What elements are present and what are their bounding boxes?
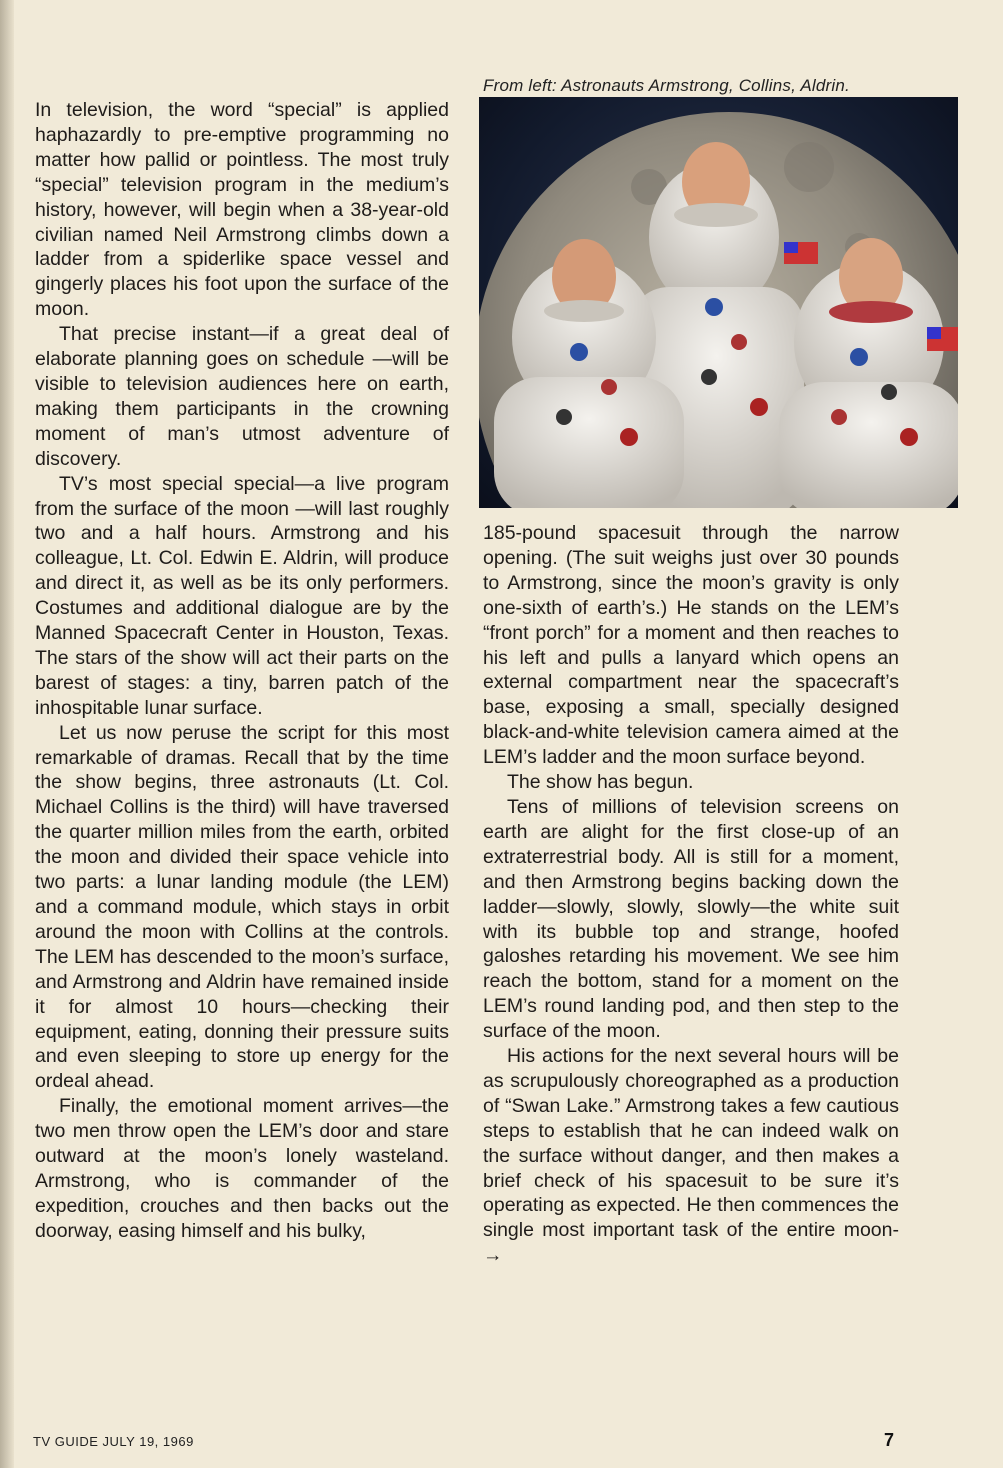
- article-paragraph: TV’s most special special—a live program from the surface of the moon —will last roughly two and a half hours. Armstrong and his colleague, Lt. Col. Edwin E. Aldrin, will produce and direct it, as well as be its only performers. Costumes and additional dialogue are by the Manned Spacecraft Center in Houston, Texas. The stars of the show will act their parts on the barest of stages: a tiny, barren patch of the inhospitable lunar surface.: [35, 472, 449, 719]
- article-paragraph: Finally, the emotional moment arrives—the two men throw open the LEM’s door and stare outward at the moon’s lonely wasteland. Armstrong, who is commander of the expedition, crouches and then backs out the doorway, easing himself and his bulky,: [35, 1095, 449, 1242]
- article-paragraph: His actions for the next several hours will be as scrupulously choreographed as a production of “Swan Lake.” Armstrong takes a few cautious steps to establish that he can indeed walk on the surface without danger, and then makes a brief check of his spacesuit to be sure it’s operating as expected. He then commences the single most important task of the entire moon- →: [483, 1045, 899, 1267]
- article-paragraph: In television, the word “special” is applied haphazardly to pre-emptive programming no matter how pallid or pointless. The most truly “special” television program in the medium’s history, however, will begin when a 38-year-old civilian named Neil Armstrong climbs down a ladder from a spiderlike space vessel and gingerly places his foot upon the surface of the moon.: [35, 99, 449, 321]
- astronaut-photo-illustration: [479, 97, 958, 508]
- article-paragraph: 185-pound spacesuit through the narrow opening. (The suit weighs just over 30 pounds to Armstrong, since the moon’s gravity is only one-sixth of earth’s.) He stands on the LEM’s “front porch” for a moment and then reaches to his left and pulls a lanyard which opens an external compartment near the spacecraft’s base, exposing a small, specially designed black-and-white television camera aimed at the LEM’s ladder and the moon surface beyond.: [483, 522, 899, 769]
- astronaut-portrait-image: [479, 97, 958, 508]
- photo-caption: From left: Astronauts Armstrong, Collins, Aldrin.: [483, 76, 850, 95]
- article-paragraph: The show has begun.: [507, 771, 694, 794]
- page-binding-edge: [0, 0, 14, 1468]
- page-number: 7: [884, 1430, 895, 1450]
- article-paragraph: Tens of millions of television screens on earth are alight for the first close-up of an extraterrestrial body. All is still for a moment, and then Armstrong begins backing down the ladder—slowly, slowly, slowly—the white suit with its bubble top and strange, hoofed galoshes retarding his movement. We see him reach the bottom, stand for a moment on the LEM’s round landing pod, and then step to the surface of the moon.: [483, 795, 899, 1043]
- article-column-right: [483, 521, 899, 1268]
- article-column-left: [35, 98, 449, 1244]
- article-paragraph: Let us now peruse the script for this most remarkable of dramas. Recall that by the time the show begins, three astronauts (Lt. Col. Michael Collins is the third) will have traversed the quarter million miles from the earth, orbited the moon and divided their space vehicle into two parts: a lunar landing module (the LEM) and a command module, which stays in orbit around the moon with Collins at the controls. The LEM has descended to the moon’s surface, and Armstrong and Aldrin have remained inside it for almost 10 hours—checking their equipment, eating, donning their pressure suits and even sleeping to store up energy for the ordeal ahead.: [35, 721, 449, 1093]
- article-paragraph: That precise instant—if a great deal of elaborate planning goes on schedule —will be visible to television audiences here on earth, making them participants in the crowning moment of man’s utmost adventure of discovery.: [35, 323, 449, 470]
- footer-publication: TV GUIDE JULY 19, 1969: [33, 1434, 194, 1449]
